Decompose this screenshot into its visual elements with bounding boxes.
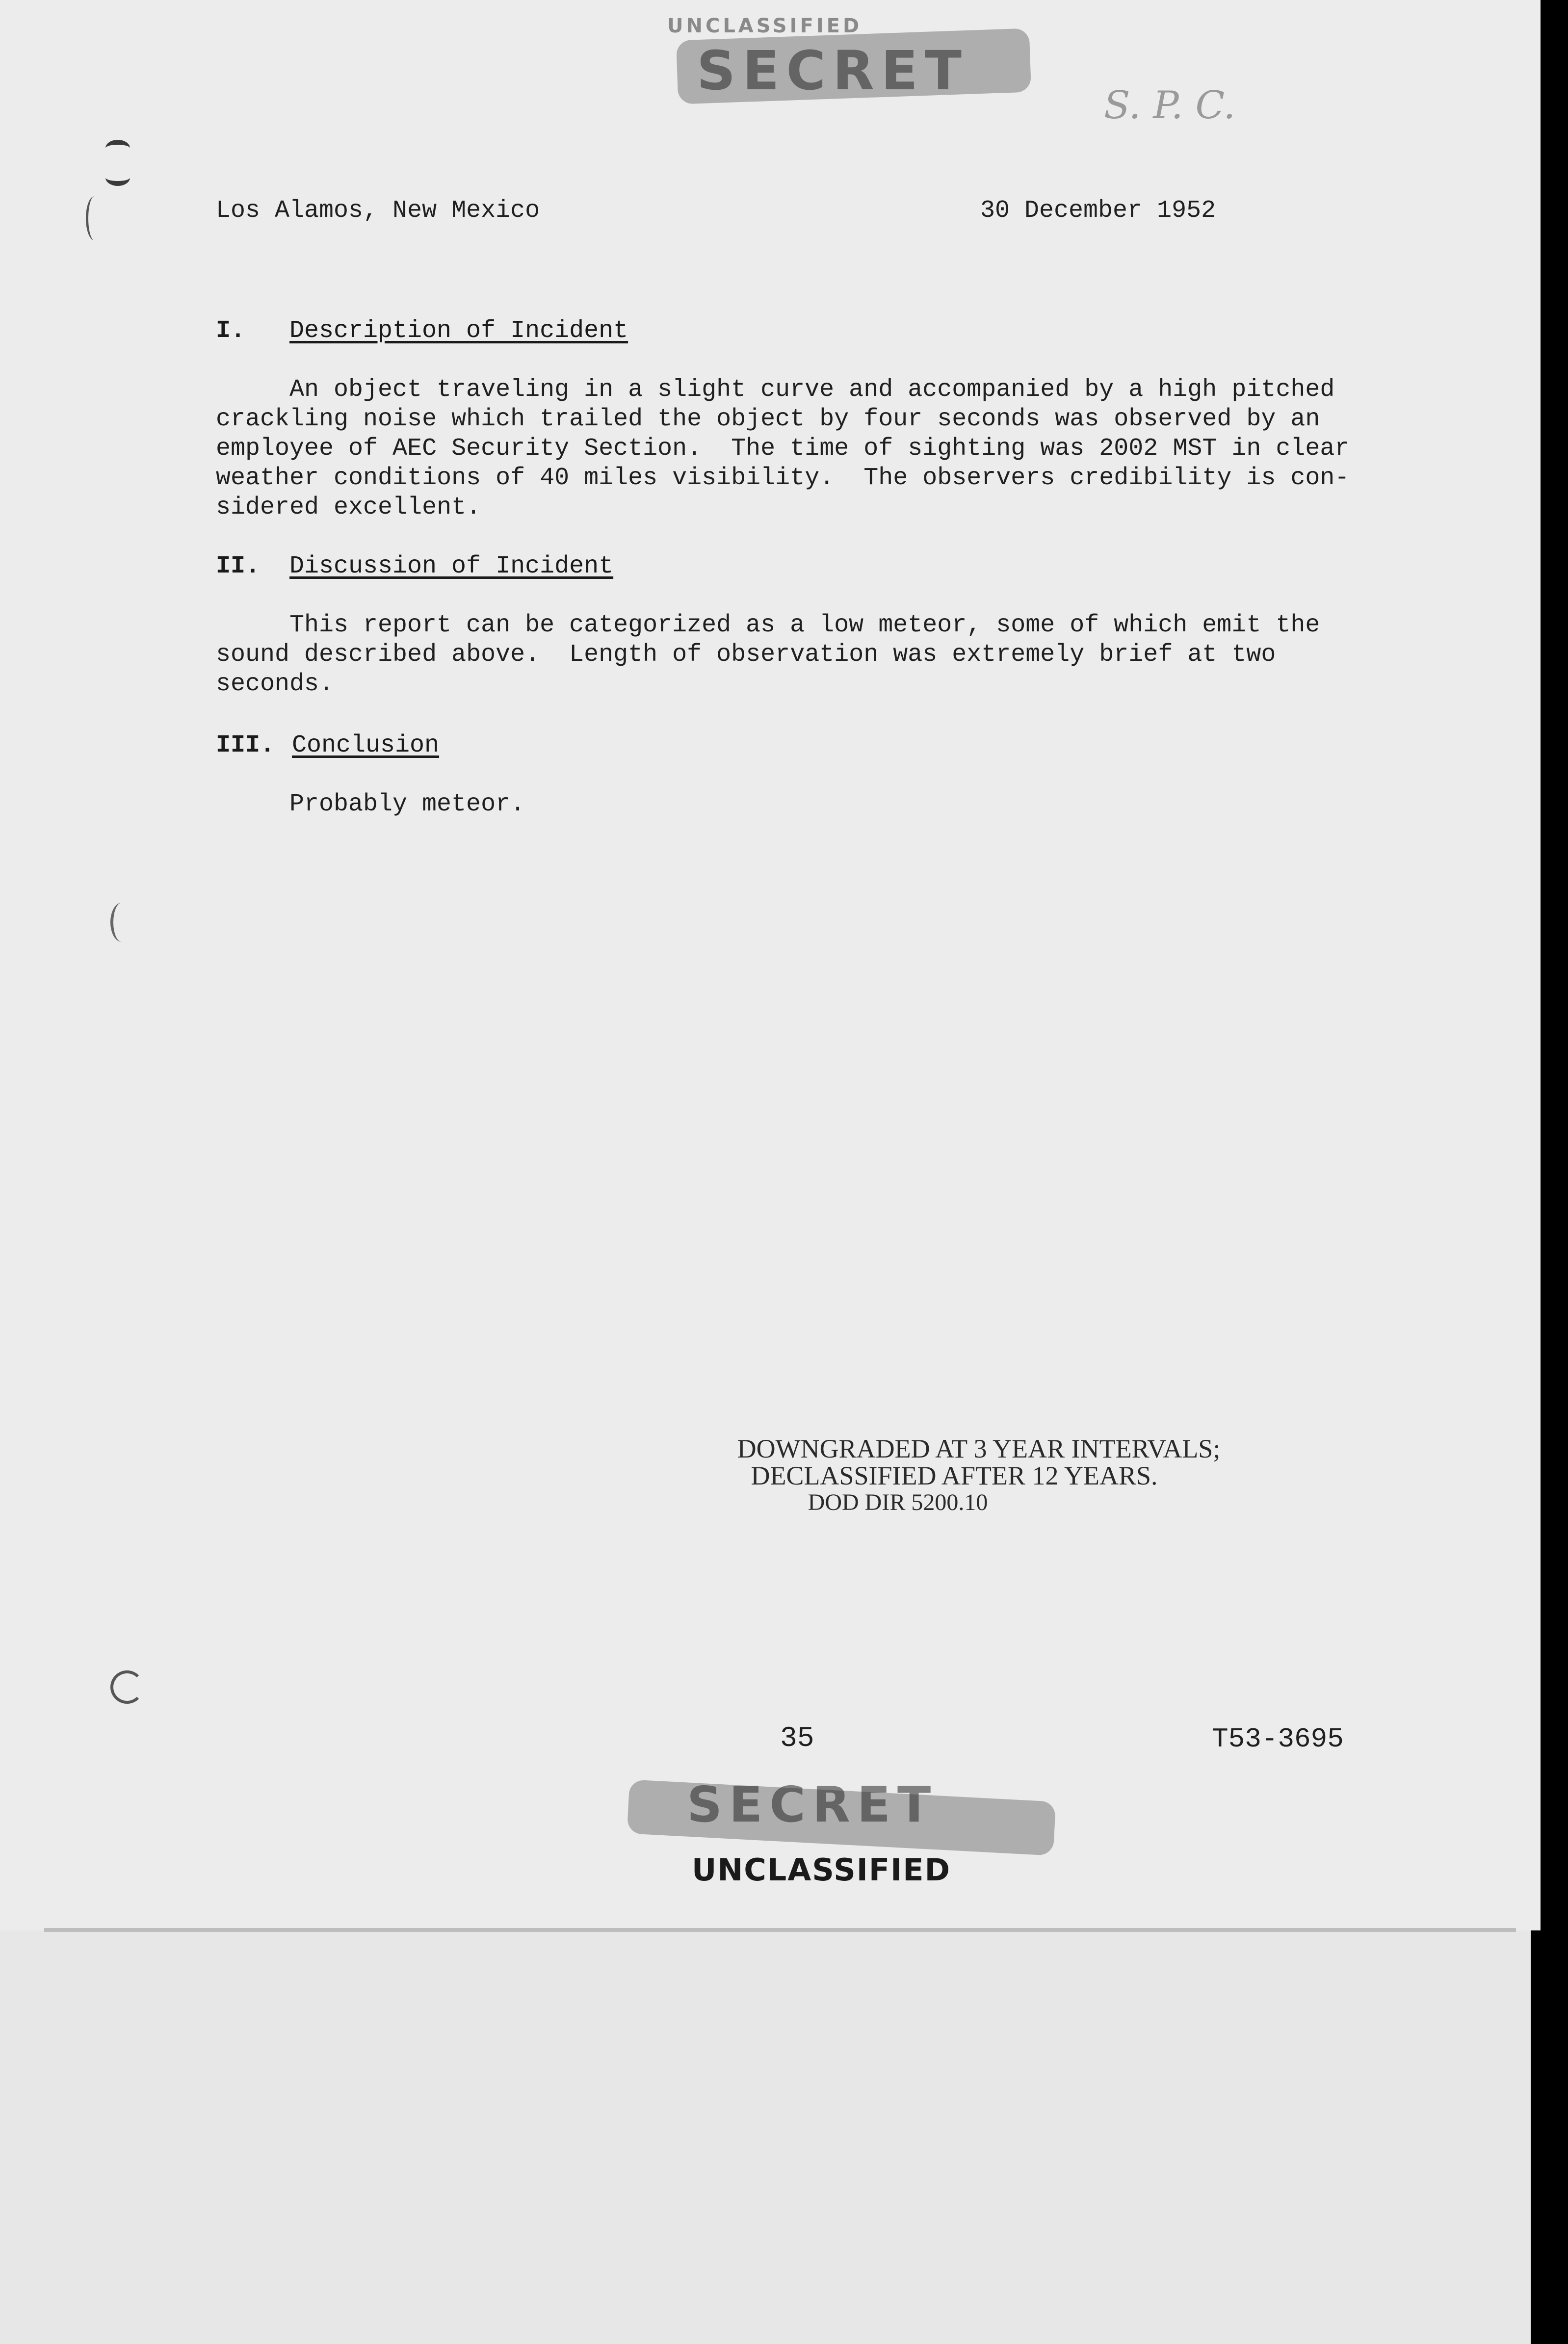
section-2-line-1: This report can be categorized as a low meteor, some of which emit the <box>289 611 1320 639</box>
scanner-background <box>0 1930 1531 2344</box>
downgrade-line-2: DECLASSIFIED AFTER 12 YEARS. <box>751 1461 1158 1490</box>
handwritten-initials: S. P. C. <box>1104 83 1236 128</box>
bottom-unclassified-stamp: UNCLASSIFIED <box>692 1852 951 1888</box>
left-margin-paren <box>110 903 133 942</box>
section-3-number: III. <box>216 731 275 759</box>
section-2-number: II. <box>216 552 261 580</box>
section-1-title: Description of Incident <box>289 317 628 345</box>
section-1-line-4: weather conditions of 40 miles visibility. The observers credibility is con- <box>216 464 1350 492</box>
file-number: T53-3695 <box>1212 1723 1344 1755</box>
scan-border <box>1541 0 1568 2344</box>
top-secret-stamp: SECRET <box>697 39 968 102</box>
document-date: 30 December 1952 <box>980 197 1216 225</box>
section-1-line-1: An object traveling in a slight curve and accompanied by a high pitched <box>289 376 1335 404</box>
binder-mark-bottom <box>105 169 130 186</box>
left-margin-arc <box>86 196 103 240</box>
section-1-line-2: crackling noise which trailed the object by four seconds was observed by an <box>216 405 1320 433</box>
top-partial-unclassified-stamp: UNCLASSIFIED <box>667 15 862 37</box>
location-line: Los Alamos, New Mexico <box>216 197 540 225</box>
left-margin-circle <box>110 1670 144 1704</box>
downgrade-line-1: DOWNGRADED AT 3 YEAR INTERVALS; <box>737 1434 1221 1463</box>
section-1-line-3: employee of AEC Security Section. The time of sighting was 2002 MST in clear <box>216 435 1350 463</box>
binder-mark-top <box>105 140 130 156</box>
section-2-title: Discussion of Incident <box>289 552 614 580</box>
section-1-line-5: sidered excellent. <box>216 494 481 521</box>
section-2-line-3: seconds. <box>216 670 334 698</box>
downgrade-line-3: DOD DIR 5200.10 <box>808 1489 988 1515</box>
section-3-title: Conclusion <box>292 731 440 759</box>
section-1-number: I. <box>216 317 246 345</box>
bottom-secret-stamp: SECRET <box>687 1776 938 1833</box>
page-number: 35 <box>780 1723 814 1755</box>
sheet-bottom-edge <box>44 1928 1516 1932</box>
section-3-line-1: Probably meteor. <box>289 790 525 818</box>
section-2-line-2: sound described above. Length of observation was extremely brief at two <box>216 641 1276 669</box>
